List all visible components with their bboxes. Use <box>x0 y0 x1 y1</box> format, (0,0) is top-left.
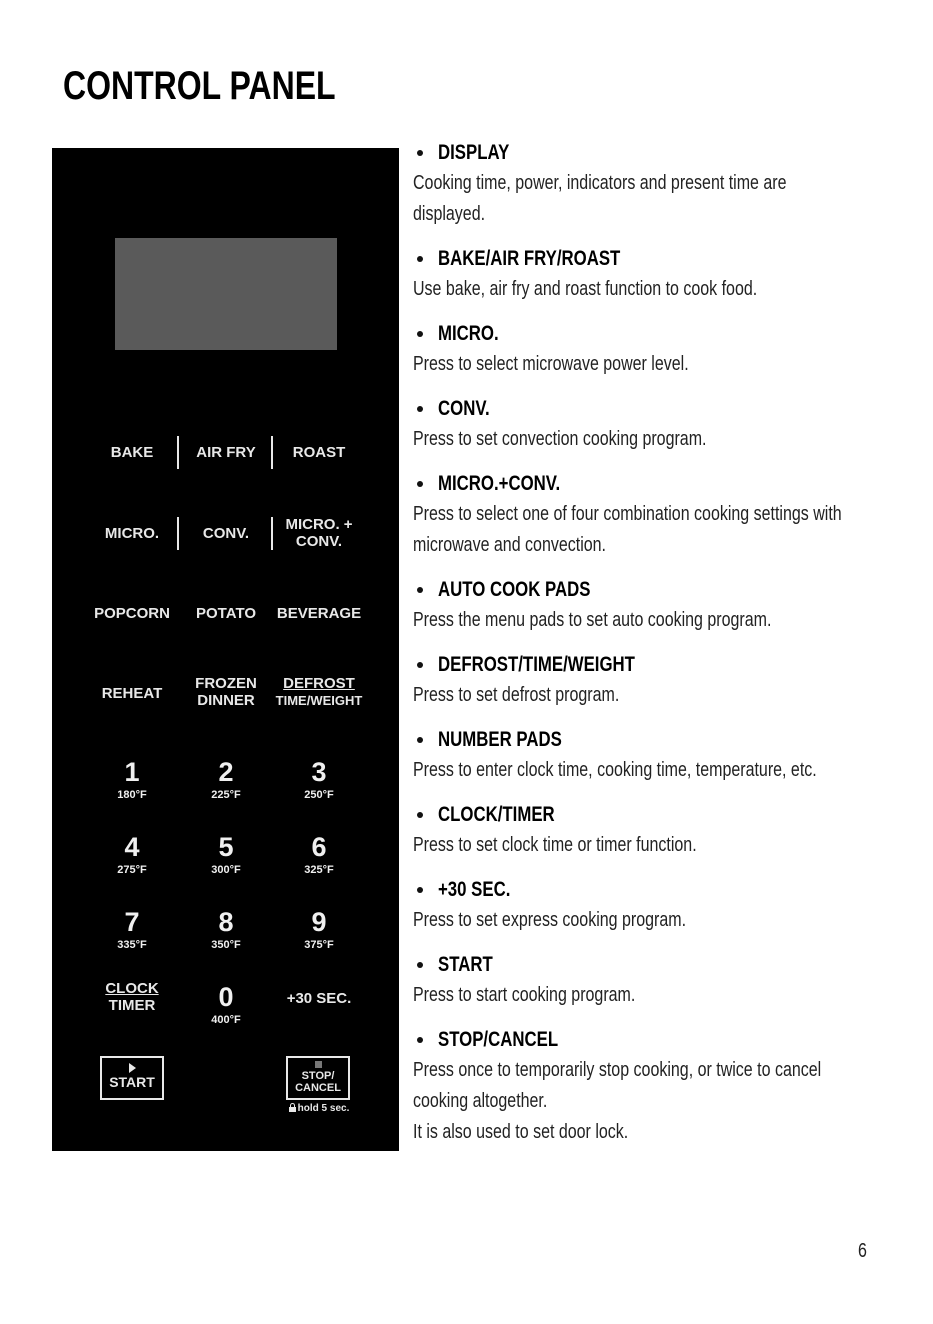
item-heading: MICRO. <box>438 322 499 345</box>
temp: 375°F <box>304 939 334 951</box>
number-pad-5 <box>186 834 266 876</box>
micro-conv-line-2: CONV. <box>295 533 343 551</box>
item-heading: DEFROST/TIME/WEIGHT <box>438 653 635 676</box>
item-plus-30-sec <box>413 875 893 936</box>
digit: 0 <box>218 982 234 1012</box>
item-text: Press the menu pads to set auto cooking program. <box>413 609 772 631</box>
reheat-label: REHEAT <box>101 685 163 702</box>
temp: 350°F <box>211 939 241 951</box>
stop-line: STOP/ <box>301 1070 335 1082</box>
bullet-icon <box>417 812 423 818</box>
item-bake-air-fry-roast <box>413 244 893 305</box>
item-text: It is also used to set door lock. <box>413 1121 629 1143</box>
frozen-dinner-label <box>178 675 274 710</box>
control-panel-image <box>52 148 399 1151</box>
function-descriptions <box>413 138 893 1162</box>
temp: 335°F <box>117 939 147 951</box>
item-text: Press to set defrost program. <box>413 684 620 706</box>
start-pad <box>100 1056 164 1100</box>
digit: 5 <box>218 832 234 862</box>
item-heading: MICRO.+CONV. <box>438 472 561 495</box>
micro-conv-label <box>271 516 367 551</box>
bullet-icon <box>417 150 423 156</box>
page-number: 6 <box>858 1240 867 1262</box>
item-text: cooking altogether. <box>413 1090 548 1112</box>
digit: 7 <box>124 907 140 937</box>
lock-icon <box>289 1107 296 1112</box>
temp: 400°F <box>211 1014 241 1026</box>
temp: 325°F <box>304 864 334 876</box>
item-micro <box>413 319 893 380</box>
conv-label: CONV. <box>202 525 250 542</box>
bake-label: BAKE <box>110 444 154 461</box>
stop-cancel-pad <box>286 1056 350 1100</box>
temp: 180°F <box>117 789 147 801</box>
time-weight-line: TIME/WEIGHT <box>275 693 363 709</box>
item-micro-conv <box>413 469 893 561</box>
clock-timer-label <box>84 980 180 1015</box>
digit: 2 <box>218 757 234 787</box>
bullet-icon <box>417 662 423 668</box>
item-heading: DISPLAY <box>438 141 510 164</box>
digit: 9 <box>311 907 327 937</box>
defrost-label <box>271 675 367 710</box>
micro-conv-line-1: MICRO. + <box>285 516 353 533</box>
dinner-line: DINNER <box>197 692 255 710</box>
digit: 1 <box>124 757 140 787</box>
digit: 8 <box>218 907 234 937</box>
cancel-line: CANCEL <box>295 1082 341 1095</box>
potato-label: POTATO <box>196 605 256 622</box>
item-text: Cooking time, power, indicators and present time are <box>413 172 787 194</box>
item-auto-cook-pads <box>413 575 893 636</box>
number-pad-9 <box>279 909 359 951</box>
defrost-line: DEFROST <box>283 675 355 692</box>
item-text: microwave and convection. <box>413 534 606 556</box>
bullet-icon <box>417 962 423 968</box>
bullet-icon <box>417 406 423 412</box>
item-text: Press to set convection cooking program. <box>413 428 707 450</box>
bullet-icon <box>417 256 423 262</box>
bullet-icon <box>417 887 423 893</box>
page-title: CONTROL PANEL <box>63 64 336 108</box>
air-fry-label: AIR FRY <box>196 444 256 461</box>
bullet-icon <box>417 481 423 487</box>
play-icon <box>129 1063 136 1073</box>
temp: 275°F <box>117 864 147 876</box>
temp: 225°F <box>211 789 241 801</box>
item-heading: START <box>438 953 493 976</box>
timer-line: TIMER <box>108 997 156 1015</box>
stop-square-icon <box>315 1061 322 1068</box>
item-text: Use bake, air fry and roast function to cook food. <box>413 278 758 300</box>
roast-label: ROAST <box>292 444 346 461</box>
item-text: Press to set clock time or timer function. <box>413 834 697 856</box>
plus-30-sec-label: +30 SEC. <box>286 990 352 1007</box>
digit: 3 <box>311 757 327 787</box>
bullet-icon <box>417 331 423 337</box>
clock-line: CLOCK <box>105 980 159 997</box>
bullet-icon <box>417 1037 423 1043</box>
bullet-icon <box>417 587 423 593</box>
item-conv <box>413 394 893 455</box>
item-display <box>413 138 893 230</box>
number-pad-3 <box>279 759 359 801</box>
number-pad-0 <box>186 984 266 1026</box>
micro-label: MICRO. <box>104 525 160 542</box>
number-pad-8 <box>186 909 266 951</box>
beverage-label: BEVERAGE <box>276 605 362 622</box>
number-pad-4 <box>92 834 172 876</box>
number-pad-7 <box>92 909 172 951</box>
item-heading: AUTO COOK PADS <box>438 578 591 601</box>
digit: 4 <box>124 832 140 862</box>
number-pad-2 <box>186 759 266 801</box>
digit: 6 <box>311 832 327 862</box>
item-defrost <box>413 650 893 711</box>
item-heading: +30 SEC. <box>438 878 511 901</box>
item-clock-timer <box>413 800 893 861</box>
number-pad-1 <box>92 759 172 801</box>
hold-note <box>281 1103 357 1114</box>
item-heading: CONV. <box>438 397 490 420</box>
item-heading: CLOCK/TIMER <box>438 803 555 826</box>
popcorn-label: POPCORN <box>94 605 170 622</box>
item-heading: NUMBER PADS <box>438 728 562 751</box>
number-pad-6 <box>279 834 359 876</box>
frozen-line: FROZEN <box>195 675 257 692</box>
item-text: Press to select microwave power level. <box>413 353 689 375</box>
item-text: Press to enter clock time, cooking time, temperature, etc. <box>413 759 817 781</box>
item-start <box>413 950 893 1011</box>
temp: 300°F <box>211 864 241 876</box>
item-number-pads <box>413 725 893 786</box>
item-text: Press once to temporarily stop cooking, or twice to cancel <box>413 1059 822 1081</box>
item-stop-cancel <box>413 1025 893 1148</box>
start-pad-label: START <box>109 1074 155 1090</box>
item-heading: STOP/CANCEL <box>438 1028 559 1051</box>
item-text: Press to start cooking program. <box>413 984 636 1006</box>
item-heading: BAKE/AIR FRY/ROAST <box>438 247 621 270</box>
bullet-icon <box>417 737 423 743</box>
display-window <box>115 238 337 350</box>
temp: 250°F <box>304 789 334 801</box>
item-text: Press to set express cooking program. <box>413 909 687 931</box>
item-text: Press to select one of four combination cooking settings with <box>413 503 842 525</box>
hold-text: hold 5 sec. <box>297 1103 350 1114</box>
item-text: displayed. <box>413 203 486 225</box>
